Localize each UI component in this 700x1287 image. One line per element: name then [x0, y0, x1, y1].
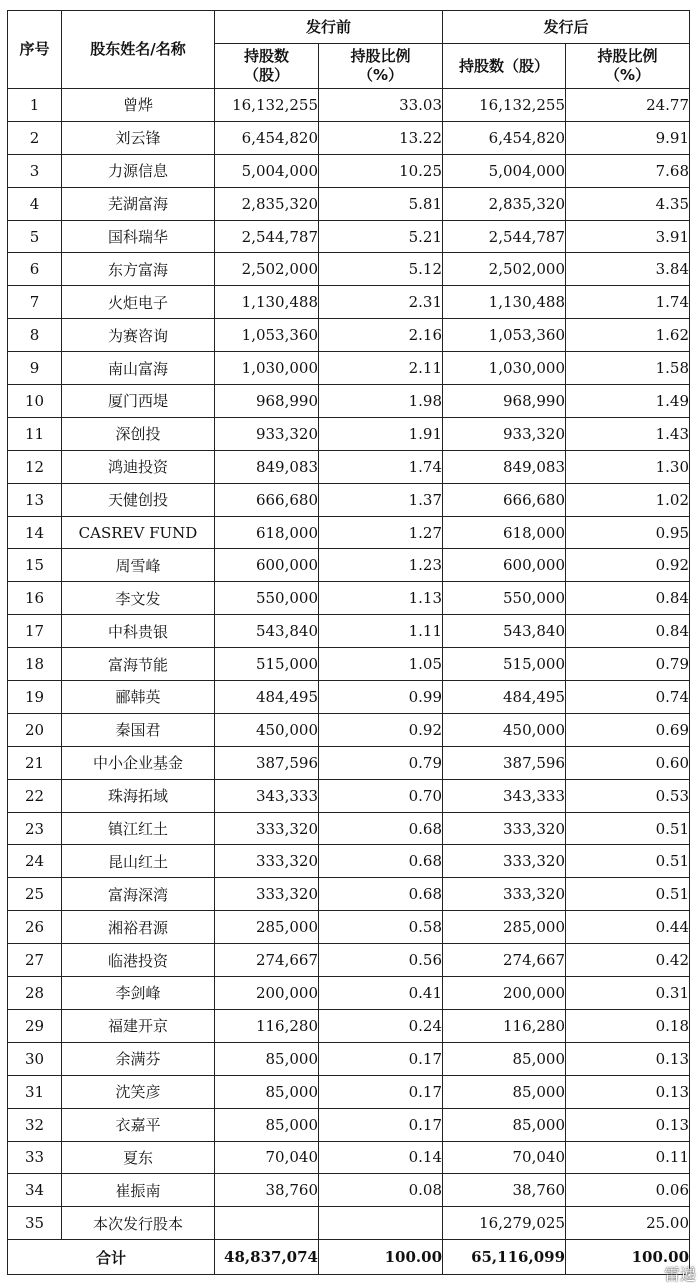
cell-shares-after: 333,320 [443, 812, 566, 845]
cell-name: 临港投资 [62, 944, 215, 977]
cell-ratio-after: 0.18 [566, 1009, 690, 1042]
cell-ratio-after: 24.77 [566, 89, 690, 122]
table-row [8, 187, 690, 220]
cell-shares-after: 933,320 [443, 417, 566, 450]
cell-no: 9 [8, 352, 62, 385]
cell-ratio-before: 1.27 [319, 516, 443, 549]
cell-no: 33 [8, 1141, 62, 1174]
table-row [8, 1075, 690, 1108]
cell-name: 衣嘉平 [62, 1108, 215, 1141]
cell-shares-before: 85,000 [215, 1075, 319, 1108]
cell-name: 崔振南 [62, 1174, 215, 1207]
cell-shares-before: 1,130,488 [215, 286, 319, 319]
cell-shares-before: 933,320 [215, 417, 319, 450]
cell-ratio-before: 10.25 [319, 154, 443, 187]
cell-shares-after: 2,835,320 [443, 187, 566, 220]
cell-name: 为赛咨询 [62, 319, 215, 352]
cell-no: 18 [8, 648, 62, 681]
cell-no: 20 [8, 713, 62, 746]
table-row [8, 516, 690, 549]
total-ratio-before: 100.00 [319, 1240, 443, 1275]
table-row [8, 845, 690, 878]
cell-name: 镇江红土 [62, 812, 215, 845]
header-shares-before: 持股数 （股） [215, 44, 319, 89]
cell-name: 南山富海 [62, 352, 215, 385]
cell-shares-before: 450,000 [215, 713, 319, 746]
cell-shares-before: 16,132,255 [215, 89, 319, 122]
cell-ratio-after: 0.51 [566, 845, 690, 878]
cell-ratio-after: 0.51 [566, 878, 690, 911]
cell-ratio-before: 0.17 [319, 1075, 443, 1108]
cell-ratio-before: 2.11 [319, 352, 443, 385]
cell-no: 23 [8, 812, 62, 845]
cell-shares-before: 70,040 [215, 1141, 319, 1174]
table-row [8, 417, 690, 450]
cell-shares-before: 285,000 [215, 911, 319, 944]
cell-ratio-before: 2.16 [319, 319, 443, 352]
cell-no: 4 [8, 187, 62, 220]
cell-shares-after: 16,132,255 [443, 89, 566, 122]
cell-no: 16 [8, 582, 62, 615]
total-label: 合计 [8, 1240, 215, 1275]
cell-name: 鸿迪投资 [62, 450, 215, 483]
cell-ratio-before: 2.31 [319, 286, 443, 319]
cell-ratio-before: 5.21 [319, 220, 443, 253]
cell-ratio-before: 1.13 [319, 582, 443, 615]
cell-ratio-after: 1.58 [566, 352, 690, 385]
cell-shares-after: 1,030,000 [443, 352, 566, 385]
cell-name: 郦韩英 [62, 681, 215, 714]
cell-ratio-before: 0.17 [319, 1108, 443, 1141]
cell-shares-after: 484,495 [443, 681, 566, 714]
cell-ratio-before: 1.11 [319, 615, 443, 648]
cell-name: 秦国君 [62, 713, 215, 746]
cell-shares-before: 85,000 [215, 1042, 319, 1075]
cell-shares-before: 6,454,820 [215, 121, 319, 154]
table-row [8, 352, 690, 385]
cell-shares-before: 968,990 [215, 385, 319, 418]
table-body [8, 89, 690, 1240]
table-row [8, 1207, 690, 1240]
cell-shares-before: 38,760 [215, 1174, 319, 1207]
cell-ratio-after: 0.44 [566, 911, 690, 944]
table-row [8, 878, 690, 911]
cell-no: 22 [8, 779, 62, 812]
cell-shares-after: 333,320 [443, 878, 566, 911]
header-ratio-after: 持股比例 （%） [566, 44, 690, 89]
cell-no: 13 [8, 483, 62, 516]
cell-shares-after: 2,502,000 [443, 253, 566, 286]
cell-ratio-after: 0.74 [566, 681, 690, 714]
cell-shares-before: 333,320 [215, 878, 319, 911]
cell-ratio-before: 0.70 [319, 779, 443, 812]
cell-no: 10 [8, 385, 62, 418]
cell-name: 厦门西堤 [62, 385, 215, 418]
cell-ratio-before [319, 1207, 443, 1240]
cell-ratio-before: 0.79 [319, 746, 443, 779]
cell-shares-before: 5,004,000 [215, 154, 319, 187]
cell-ratio-before: 1.05 [319, 648, 443, 681]
cell-no: 5 [8, 220, 62, 253]
cell-shares-before: 666,680 [215, 483, 319, 516]
header-name: 股东姓名/名称 [62, 11, 215, 89]
cell-ratio-before: 0.68 [319, 878, 443, 911]
cell-ratio-after: 0.53 [566, 779, 690, 812]
cell-no: 15 [8, 549, 62, 582]
cell-ratio-after: 0.42 [566, 944, 690, 977]
cell-no: 28 [8, 977, 62, 1010]
cell-name: 李剑峰 [62, 977, 215, 1010]
cell-ratio-before: 0.14 [319, 1141, 443, 1174]
cell-name: 余满芬 [62, 1042, 215, 1075]
cell-shares-before: 85,000 [215, 1108, 319, 1141]
cell-shares-before: 484,495 [215, 681, 319, 714]
cell-name: 昆山红土 [62, 845, 215, 878]
table-row [8, 977, 690, 1010]
cell-shares-after: 666,680 [443, 483, 566, 516]
cell-ratio-before: 1.74 [319, 450, 443, 483]
cell-name: 本次发行股本 [62, 1207, 215, 1240]
table-row [8, 154, 690, 187]
cell-no: 29 [8, 1009, 62, 1042]
cell-ratio-before: 5.12 [319, 253, 443, 286]
cell-no: 30 [8, 1042, 62, 1075]
cell-ratio-after: 0.13 [566, 1108, 690, 1141]
table-row [8, 319, 690, 352]
cell-name: 芜湖富海 [62, 187, 215, 220]
cell-ratio-after: 0.95 [566, 516, 690, 549]
cell-ratio-after: 1.30 [566, 450, 690, 483]
cell-shares-before: 200,000 [215, 977, 319, 1010]
table-row [8, 812, 690, 845]
cell-shares-after: 38,760 [443, 1174, 566, 1207]
cell-ratio-after: 7.68 [566, 154, 690, 187]
cell-no: 7 [8, 286, 62, 319]
cell-shares-before: 2,544,787 [215, 220, 319, 253]
table-row [8, 681, 690, 714]
cell-ratio-before: 33.03 [319, 89, 443, 122]
cell-shares-after: 116,280 [443, 1009, 566, 1042]
cell-shares-after: 2,544,787 [443, 220, 566, 253]
table-row [8, 385, 690, 418]
cell-shares-before [215, 1207, 319, 1240]
cell-ratio-after: 0.31 [566, 977, 690, 1010]
cell-ratio-before: 1.37 [319, 483, 443, 516]
cell-no: 1 [8, 89, 62, 122]
cell-name: 李文发 [62, 582, 215, 615]
cell-shares-before: 333,320 [215, 812, 319, 845]
cell-no: 19 [8, 681, 62, 714]
cell-name: 中小企业基金 [62, 746, 215, 779]
table-row [8, 1042, 690, 1075]
table-row [8, 1108, 690, 1141]
cell-shares-before: 274,667 [215, 944, 319, 977]
cell-shares-before: 1,053,360 [215, 319, 319, 352]
cell-shares-after: 849,083 [443, 450, 566, 483]
cell-name: 曾烨 [62, 89, 215, 122]
cell-ratio-after: 4.35 [566, 187, 690, 220]
table-row [8, 450, 690, 483]
cell-no: 14 [8, 516, 62, 549]
cell-no: 21 [8, 746, 62, 779]
cell-ratio-before: 13.22 [319, 121, 443, 154]
cell-no: 31 [8, 1075, 62, 1108]
cell-shares-after: 550,000 [443, 582, 566, 615]
cell-name: 福建开京 [62, 1009, 215, 1042]
cell-ratio-after: 1.43 [566, 417, 690, 450]
table-row [8, 1141, 690, 1174]
cell-ratio-before: 0.08 [319, 1174, 443, 1207]
cell-no: 17 [8, 615, 62, 648]
cell-name: 力源信息 [62, 154, 215, 187]
cell-shares-before: 387,596 [215, 746, 319, 779]
cell-no: 24 [8, 845, 62, 878]
cell-name: 刘云锋 [62, 121, 215, 154]
cell-name: 深创投 [62, 417, 215, 450]
total-ratio-after: 100.00 [566, 1240, 690, 1275]
total-shares-after: 65,116,099 [443, 1240, 566, 1275]
cell-shares-after: 6,454,820 [443, 121, 566, 154]
cell-shares-after: 200,000 [443, 977, 566, 1010]
cell-shares-before: 550,000 [215, 582, 319, 615]
cell-no: 25 [8, 878, 62, 911]
cell-ratio-after: 0.13 [566, 1042, 690, 1075]
table-row [8, 89, 690, 122]
cell-shares-before: 2,502,000 [215, 253, 319, 286]
table-row [8, 944, 690, 977]
table-row [8, 648, 690, 681]
cell-ratio-before: 1.91 [319, 417, 443, 450]
cell-ratio-after: 3.91 [566, 220, 690, 253]
cell-shares-after: 70,040 [443, 1141, 566, 1174]
table-row [8, 1009, 690, 1042]
table-row [8, 121, 690, 154]
cell-shares-after: 968,990 [443, 385, 566, 418]
cell-ratio-after: 0.60 [566, 746, 690, 779]
watermark: 雷递 [663, 1265, 696, 1284]
cell-ratio-after: 1.62 [566, 319, 690, 352]
cell-ratio-after: 1.49 [566, 385, 690, 418]
cell-ratio-before: 0.99 [319, 681, 443, 714]
cell-shares-after: 333,320 [443, 845, 566, 878]
cell-no: 8 [8, 319, 62, 352]
cell-name: CASREV FUND [62, 516, 215, 549]
header-shares-after: 持股数（股） [443, 44, 566, 89]
cell-shares-before: 618,000 [215, 516, 319, 549]
header-ratio-before: 持股比例 （%） [319, 44, 443, 89]
total-shares-before: 48,837,074 [215, 1240, 319, 1275]
cell-no: 2 [8, 121, 62, 154]
cell-name: 周雪峰 [62, 549, 215, 582]
cell-name: 珠海拓域 [62, 779, 215, 812]
cell-shares-before: 515,000 [215, 648, 319, 681]
cell-no: 34 [8, 1174, 62, 1207]
cell-shares-before: 333,320 [215, 845, 319, 878]
table-row [8, 286, 690, 319]
cell-name: 国科瑞华 [62, 220, 215, 253]
cell-ratio-after: 0.79 [566, 648, 690, 681]
cell-name: 沈笑彦 [62, 1075, 215, 1108]
cell-ratio-after: 0.06 [566, 1174, 690, 1207]
cell-shares-before: 343,333 [215, 779, 319, 812]
cell-shares-after: 618,000 [443, 516, 566, 549]
shareholding-table [7, 10, 690, 1275]
cell-name: 东方富海 [62, 253, 215, 286]
cell-shares-before: 600,000 [215, 549, 319, 582]
cell-shares-after: 1,053,360 [443, 319, 566, 352]
cell-shares-after: 5,004,000 [443, 154, 566, 187]
table-row [8, 549, 690, 582]
cell-ratio-after: 0.51 [566, 812, 690, 845]
cell-ratio-before: 0.68 [319, 812, 443, 845]
cell-ratio-after: 1.02 [566, 483, 690, 516]
table-row [8, 253, 690, 286]
table-header [8, 11, 690, 89]
cell-ratio-before: 0.41 [319, 977, 443, 1010]
cell-shares-after: 1,130,488 [443, 286, 566, 319]
cell-ratio-after: 0.84 [566, 615, 690, 648]
header-group-before: 发行前 [215, 11, 443, 44]
cell-shares-before: 543,840 [215, 615, 319, 648]
total-row [8, 1240, 690, 1275]
header-group-after: 发行后 [443, 11, 690, 44]
cell-shares-after: 450,000 [443, 713, 566, 746]
cell-name: 夏东 [62, 1141, 215, 1174]
cell-ratio-after: 0.92 [566, 549, 690, 582]
header-no: 序号 [8, 11, 62, 89]
cell-ratio-before: 0.58 [319, 911, 443, 944]
table-row [8, 615, 690, 648]
cell-no: 32 [8, 1108, 62, 1141]
cell-ratio-before: 0.24 [319, 1009, 443, 1042]
cell-no: 26 [8, 911, 62, 944]
cell-ratio-after: 0.69 [566, 713, 690, 746]
table-row [8, 746, 690, 779]
cell-ratio-after: 0.13 [566, 1075, 690, 1108]
table-row [8, 220, 690, 253]
table-row [8, 582, 690, 615]
cell-shares-after: 600,000 [443, 549, 566, 582]
cell-shares-after: 285,000 [443, 911, 566, 944]
cell-ratio-before: 1.23 [319, 549, 443, 582]
cell-no: 35 [8, 1207, 62, 1240]
cell-ratio-before: 0.56 [319, 944, 443, 977]
cell-name: 中科贵银 [62, 615, 215, 648]
cell-shares-after: 85,000 [443, 1042, 566, 1075]
table-row [8, 713, 690, 746]
cell-shares-after: 343,333 [443, 779, 566, 812]
cell-name: 富海深湾 [62, 878, 215, 911]
cell-ratio-after: 3.84 [566, 253, 690, 286]
cell-shares-before: 849,083 [215, 450, 319, 483]
cell-ratio-after: 1.74 [566, 286, 690, 319]
cell-no: 6 [8, 253, 62, 286]
cell-ratio-after: 0.11 [566, 1141, 690, 1174]
cell-ratio-before: 1.98 [319, 385, 443, 418]
table-row [8, 779, 690, 812]
table-row [8, 1174, 690, 1207]
cell-no: 11 [8, 417, 62, 450]
cell-ratio-before: 5.81 [319, 187, 443, 220]
cell-ratio-before: 0.92 [319, 713, 443, 746]
cell-no: 27 [8, 944, 62, 977]
cell-shares-after: 85,000 [443, 1075, 566, 1108]
cell-no: 12 [8, 450, 62, 483]
table-row [8, 483, 690, 516]
cell-ratio-after: 9.91 [566, 121, 690, 154]
cell-shares-after: 16,279,025 [443, 1207, 566, 1240]
table-row [8, 911, 690, 944]
cell-no: 3 [8, 154, 62, 187]
cell-ratio-after: 25.00 [566, 1207, 690, 1240]
cell-shares-after: 543,840 [443, 615, 566, 648]
cell-shares-after: 274,667 [443, 944, 566, 977]
cell-shares-after: 85,000 [443, 1108, 566, 1141]
cell-shares-before: 1,030,000 [215, 352, 319, 385]
cell-name: 天健创投 [62, 483, 215, 516]
cell-ratio-before: 0.17 [319, 1042, 443, 1075]
cell-shares-before: 116,280 [215, 1009, 319, 1042]
cell-shares-before: 2,835,320 [215, 187, 319, 220]
cell-shares-after: 515,000 [443, 648, 566, 681]
cell-shares-after: 387,596 [443, 746, 566, 779]
cell-name: 湘裕君源 [62, 911, 215, 944]
cell-name: 火炬电子 [62, 286, 215, 319]
cell-ratio-after: 0.84 [566, 582, 690, 615]
cell-ratio-before: 0.68 [319, 845, 443, 878]
cell-name: 富海节能 [62, 648, 215, 681]
